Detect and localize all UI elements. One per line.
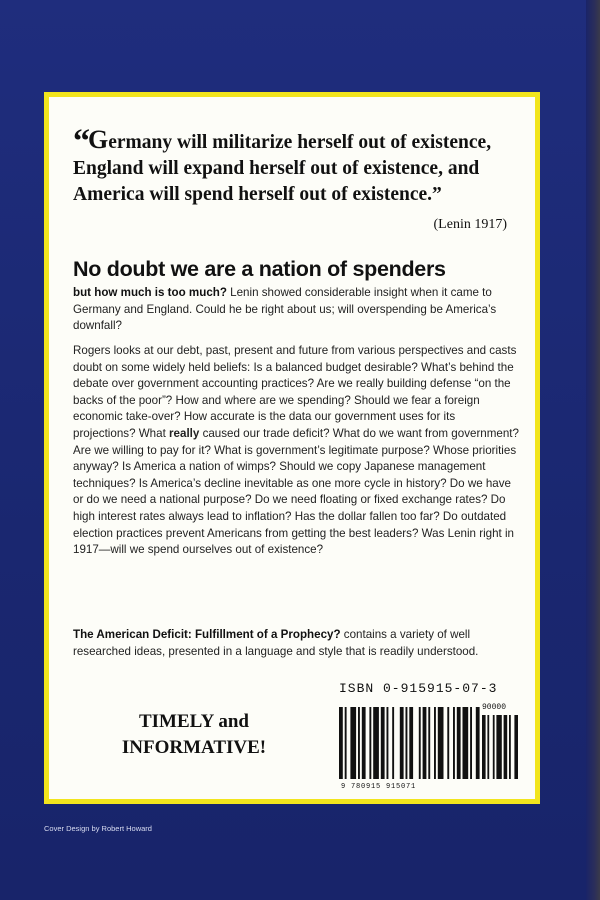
- lenin-quote: [73, 123, 523, 208]
- barcode-addon-bar: [514, 715, 518, 779]
- body-emphasis: really: [169, 426, 200, 440]
- book-title: The American Deficit: Fulfillment of a Prophecy?: [73, 628, 341, 641]
- body-paragraph: [73, 343, 519, 559]
- barcode: [339, 703, 519, 793]
- intro-lead: but how much is too much?: [73, 286, 227, 299]
- body-text: Rogers looks at our debt, past, present and future from various perspectives and casts doubt on some widely held beliefs: Is a balanced budget desirable? What’s behind the debate over government accounting practices? Are we really building defense “on the backs of the poor”? How and where are we spending? Should we fear a foreign economic take-over? How accurate is the data our government uses for its projections? What: [73, 344, 517, 440]
- barcode-bar: [428, 707, 430, 779]
- quote-open-mark: “: [73, 123, 88, 160]
- book-spine-edge: [586, 0, 600, 900]
- quote-attribution: (Lenin 1917): [433, 217, 507, 232]
- intro-paragraph: [73, 285, 519, 335]
- isbn: ISBN 0-915915-07-3: [339, 681, 498, 696]
- barcode-addon-bar: [493, 715, 495, 779]
- tagline-line-1: TIMELY and: [138, 711, 249, 732]
- barcode-bar: [400, 707, 404, 779]
- quote-first-letter: G: [88, 125, 109, 154]
- barcode-bar: [392, 707, 394, 779]
- intro-text: Lenin showed considerable insight when it came to Germany and England. Could he be right about us; will overspending be America’s downfall?: [73, 286, 497, 333]
- barcode-bar: [387, 707, 389, 779]
- barcode-bar: [358, 707, 360, 779]
- barcode-bar: [345, 707, 347, 779]
- barcode-bar: [438, 707, 444, 779]
- barcode-bar: [470, 707, 472, 779]
- closing-text: contains a variety of well researched ideas, presented in a language and style that is readily understood.: [73, 628, 479, 658]
- barcode-addon-bar: [504, 715, 508, 779]
- headline: No doubt we are a nation of spenders: [73, 257, 446, 281]
- barcode-bar: [350, 707, 356, 779]
- barcode-bar: [453, 707, 455, 779]
- barcode-addon-bar: [509, 715, 511, 779]
- cover-design-credit: Cover Design by Robert Howard: [44, 824, 152, 833]
- barcode-bar: [373, 707, 379, 779]
- barcode-bar: [381, 707, 385, 779]
- barcode-bar: [423, 707, 427, 779]
- barcode-bar: [339, 707, 343, 779]
- barcode-bars: [339, 703, 519, 793]
- barcode-bar: [476, 707, 480, 779]
- barcode-bar: [434, 707, 436, 779]
- barcode-addon-bar: [482, 715, 486, 779]
- body-text-rest: caused our trade deficit? What do we want from government? Are we willing to pay for it? What is government’s legitimate purpose? Whose priorities anyway? Is America a nation of wimps? Should we copy Japanese management techniques? Is America’s decline inevitable as one more cycle in history? Do we have or do we need a national purpose? Do we need floating or fixed exchange rates? Do high interest rates always lead to inflation? Has the dollar fallen too far? Do outdated election practices prevent Americans from getting the best leaders? Was Lenin right in 1917—will we spend ourselves out of existence?: [73, 426, 519, 557]
- barcode-bar: [447, 707, 449, 779]
- barcode-bar: [463, 707, 469, 779]
- tagline-line-2: INFORMATIVE!: [121, 737, 267, 758]
- barcode-bar: [362, 707, 366, 779]
- barcode-bar: [457, 707, 461, 779]
- barcode-bar: [409, 707, 413, 779]
- barcode-addon-bar: [487, 715, 489, 779]
- barcode-bar: [419, 707, 421, 779]
- barcode-ean-digits: 9 780915 915071: [341, 783, 417, 791]
- quote-text: ermany will militarize herself out of existence, England will expand herself out of existence, and America will spend herself out of existence.”: [73, 132, 492, 205]
- barcode-bar: [369, 707, 371, 779]
- barcode-bar: [406, 707, 408, 779]
- barcode-addon-bar: [496, 715, 501, 779]
- text-panel: [44, 92, 540, 804]
- closing-paragraph: [73, 627, 519, 660]
- barcode-addon-digits: 90000: [482, 703, 507, 712]
- tagline: [109, 709, 279, 761]
